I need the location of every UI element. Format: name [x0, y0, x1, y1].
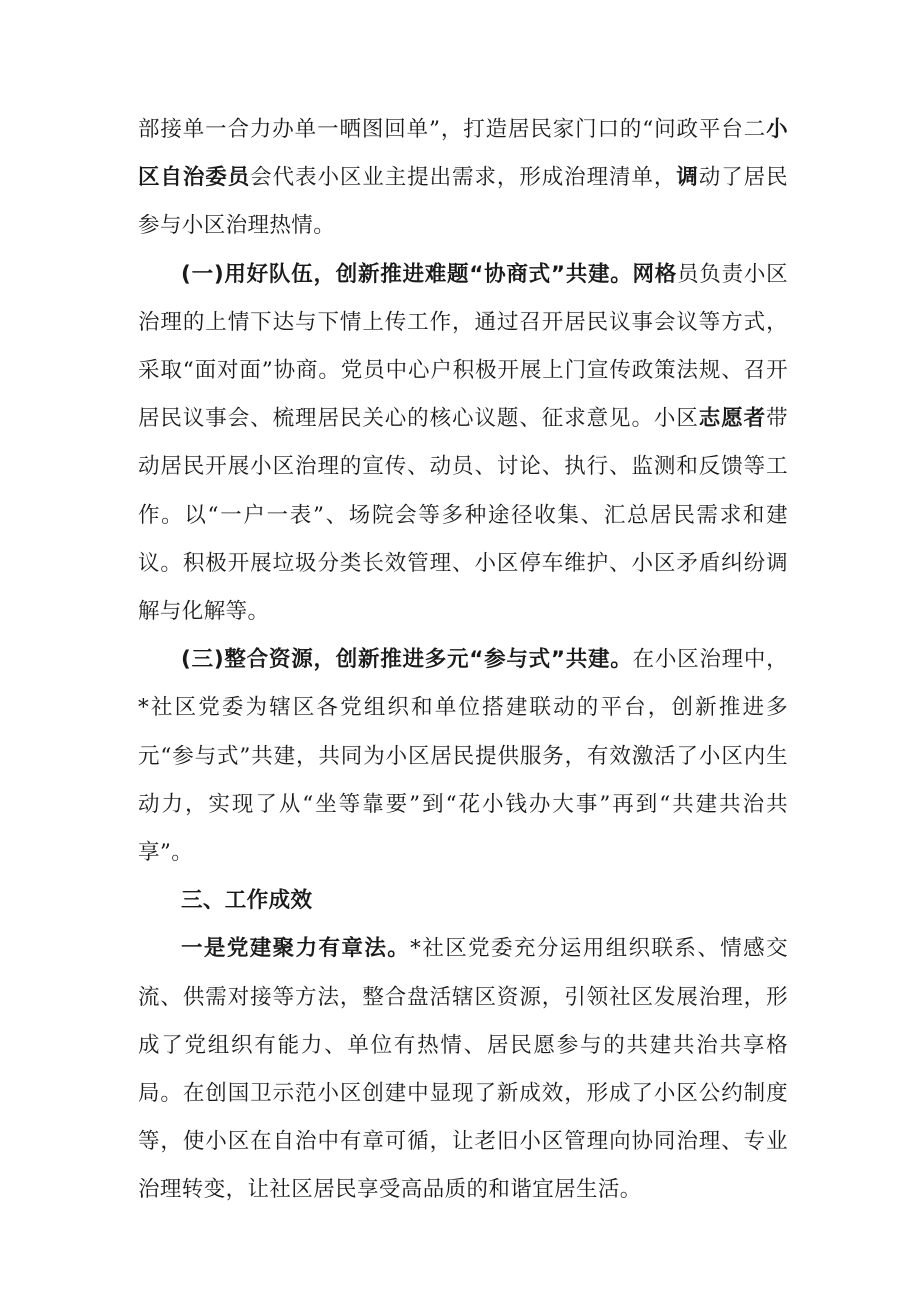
section-heading: 三、工作成效: [181, 888, 313, 914]
paragraph-text: 会代表小区业主提出需求，形成治理清单，: [250, 165, 677, 191]
section-lead-sentence: (三)整合资源，创新推进多元“参与式”共建。: [181, 647, 633, 673]
paragraph-continuation: [138, 106, 788, 251]
paragraph-text: 部接单一合力办单一晒图回单”，打造居民家门口的“问政平台二: [138, 117, 767, 142]
section-lead-sentence: 一是党建聚力有章法。: [181, 936, 411, 962]
paragraph-achievement-1: [138, 925, 788, 1214]
document-page: [138, 106, 788, 1215]
bold-term: 调: [676, 165, 699, 191]
paragraph-text: 动了居民参与小区治理热情。: [138, 165, 788, 239]
bold-term: 志愿者: [698, 406, 767, 432]
paragraph-section-1: [138, 251, 788, 637]
paragraph-text: 员负责小区治理的上情下达与下情上传工作，通过召开居民议事会议等方式，采取“面对面”协商。党员中心户积极开展上门宣传政策法规、召开居民议事会、梳理居民关心的核心议题、征求意见。小区: [138, 261, 788, 432]
paragraph-text: 带动居民开展小区治理的宣传、动员、讨论、执行、监测和反馈等工作。以“一户一表”、场院会等多种途径收集、汇总居民需求和建议。积极开展垃圾分类长效管理、小区停车维护、小区矛盾纠纷调解与化解等。: [138, 406, 788, 625]
bold-term: 小区自治委员: [138, 117, 788, 191]
paragraph-section-3: [138, 636, 788, 877]
section-lead-sentence: (一)用好队伍，创新推进难题“协商式”共建。: [181, 261, 633, 287]
paragraph-text: *社区党委充分运用组织联系、情感交流、供需对接等方法，整合盘活辖区资源，引领社区发展治理，形成了党组织有能力、单位有热情、居民愿参与的共建共治共享格局。在创国卫示范小区创建中显现了新成效，形成了小区公约制度等，使小区在自治中有章可循，让老旧小区管理向协同治理、专业治理转变，让社区居民享受高品质的和谐宜居生活。: [138, 936, 788, 1203]
bold-term: 网格: [632, 261, 678, 287]
paragraph-text: 在小区治理中，*社区党委为辖区各党组织和单位搭建联动的平台，创新推进多元“参与式”共建，共同为小区居民提供服务，有效激活了小区内生动力，实现了从“坐等靠要”到“花小钱办大事”再到“共建共治共享”。: [138, 647, 788, 866]
